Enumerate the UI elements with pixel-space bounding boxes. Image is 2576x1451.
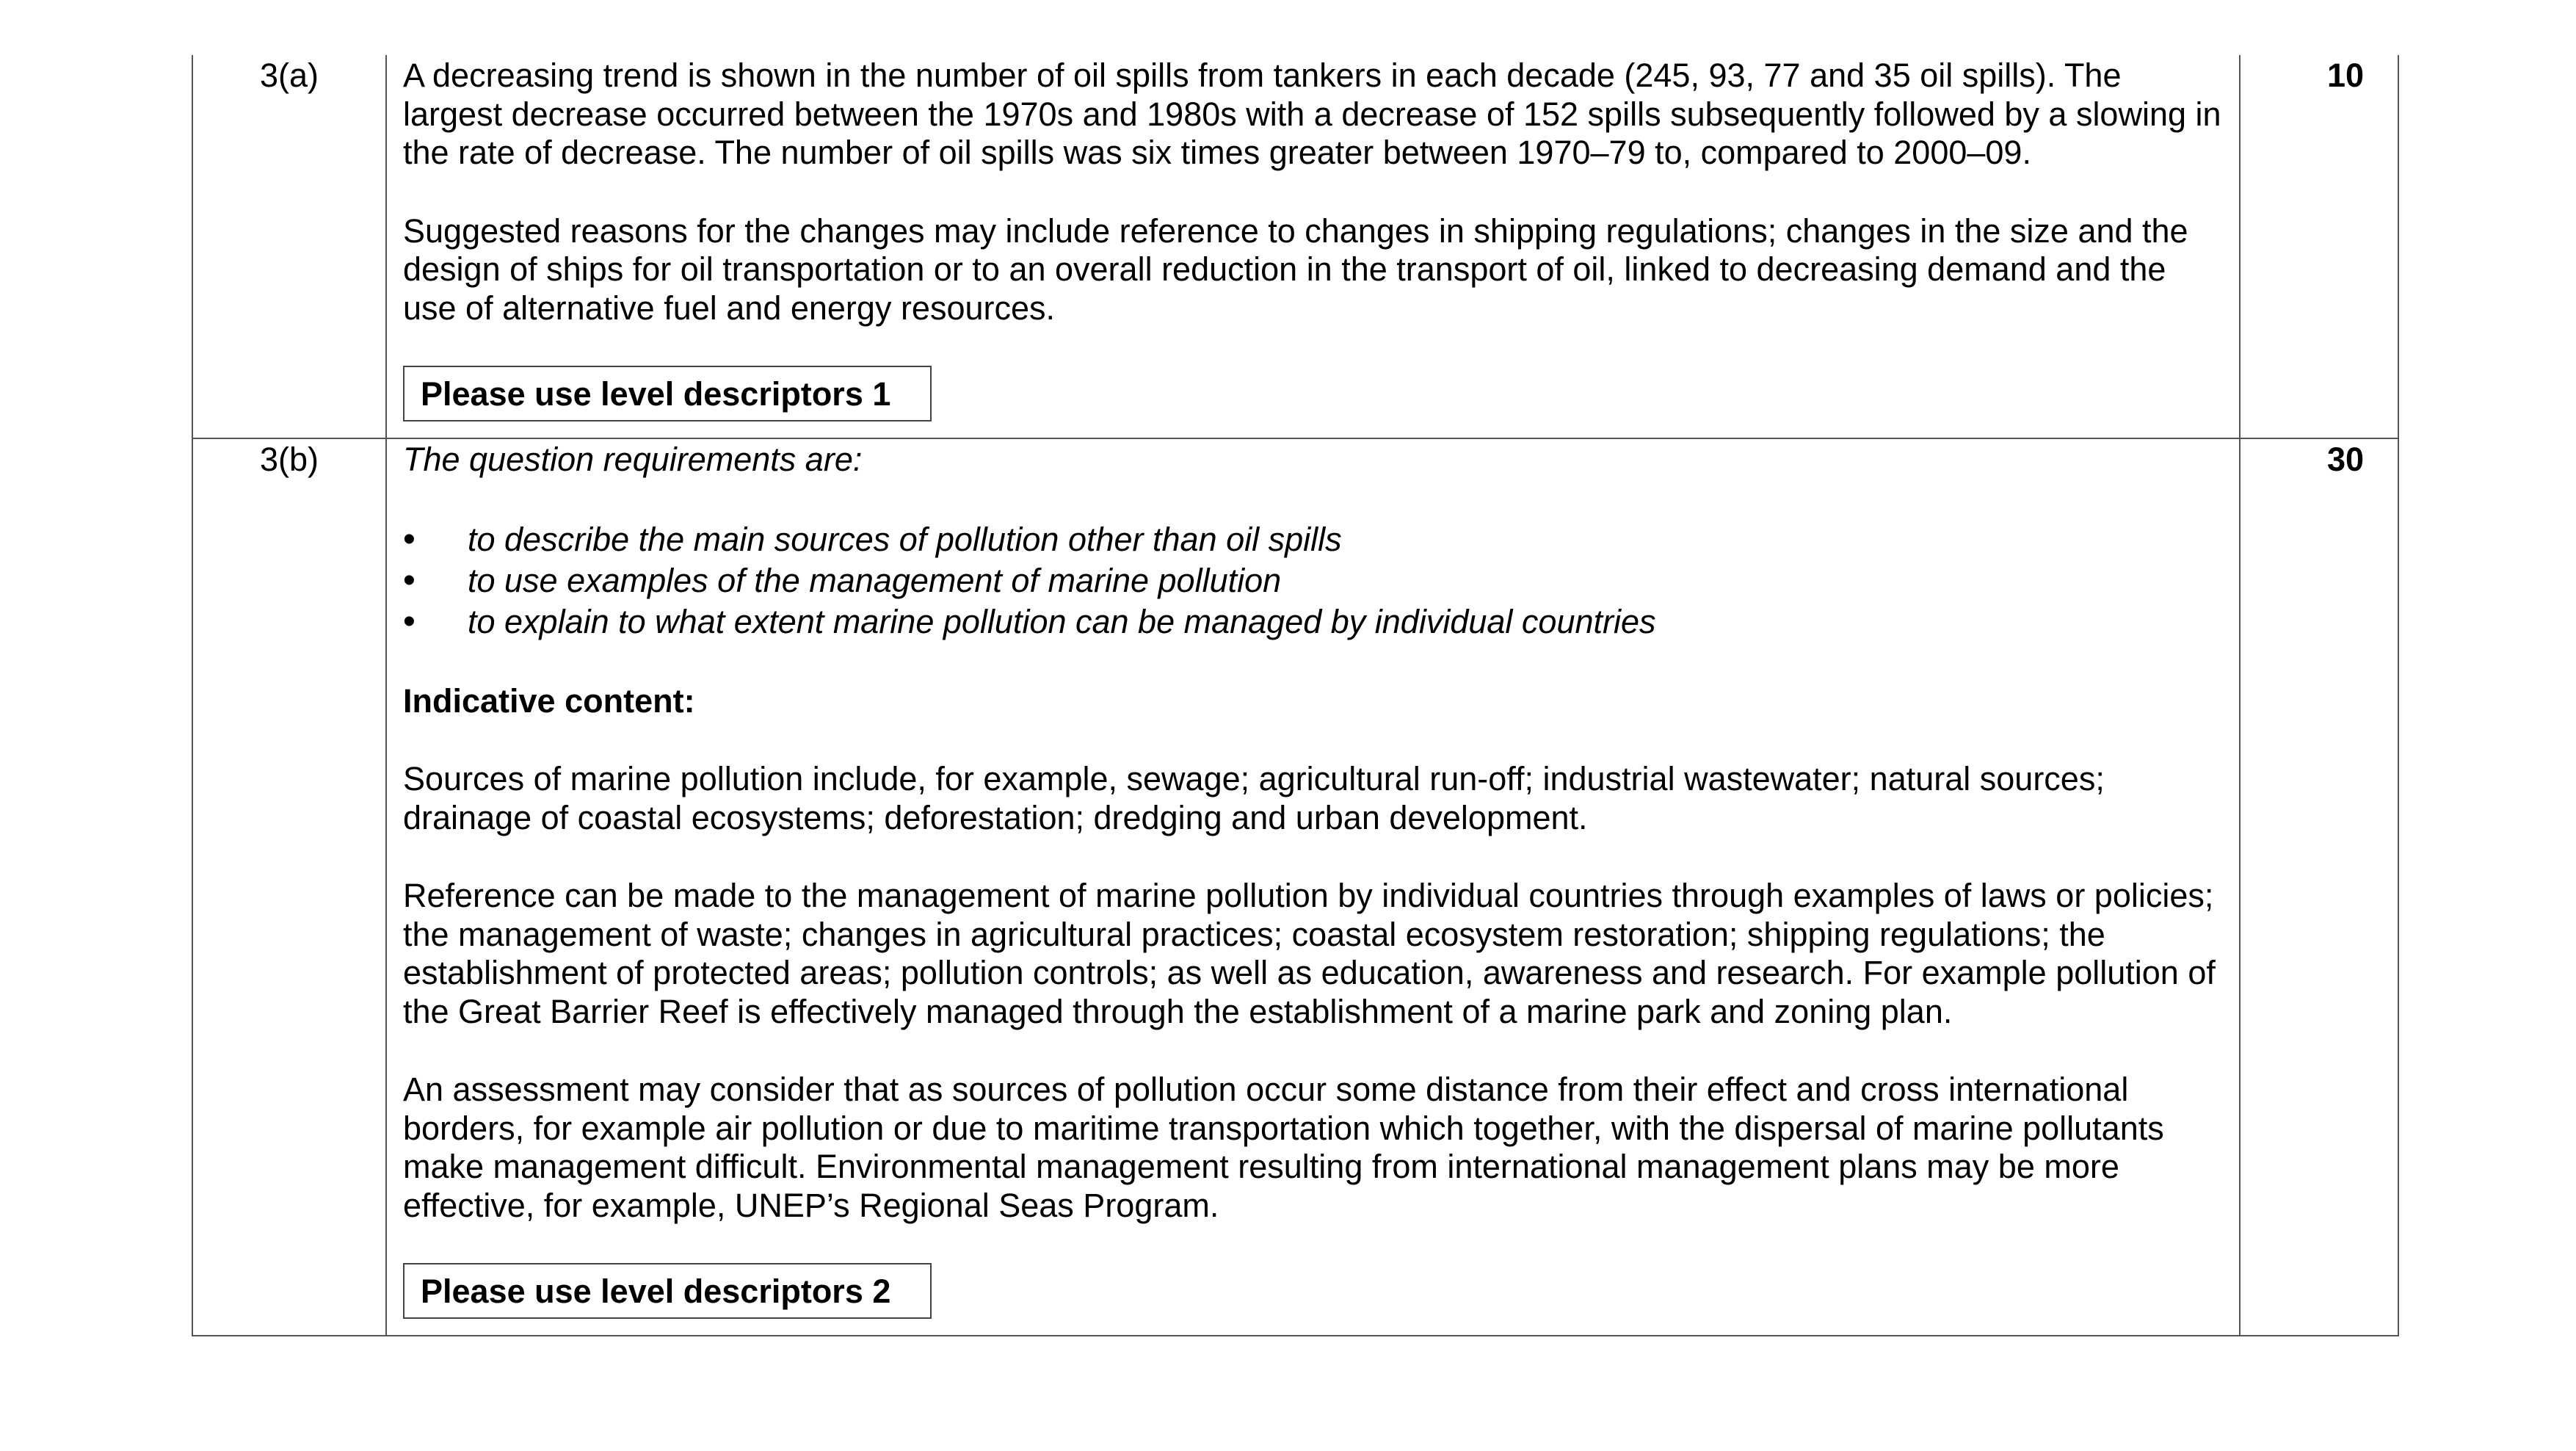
list-item: • to explain to what extent marine pollution can be managed by individual countries bbox=[403, 601, 2224, 643]
list-item: • to use examples of the management of marine pollution bbox=[403, 560, 2224, 601]
answer-cell bbox=[387, 55, 2241, 438]
level-descriptors-box: Please use level descriptors 2 bbox=[403, 1263, 932, 1319]
table-row-3b bbox=[193, 438, 2398, 1335]
marks-value: 30 bbox=[2326, 441, 2364, 478]
requirements-list bbox=[403, 519, 2224, 643]
question-number: 3(a) bbox=[193, 55, 387, 438]
question-number: 3(b) bbox=[193, 439, 387, 1335]
level-descriptors-box: Please use level descriptors 1 bbox=[403, 366, 932, 421]
answer-paragraph: Suggested reasons for the changes may include reference to changes in shipping regulations; changes in the size and the design of ships for oil transportation or to an overall reduction in the transport of oil, linked to decreasing demand and the use of alternative fuel and energy resources. bbox=[403, 211, 2188, 327]
requirements-intro: The question requirements are: bbox=[403, 441, 863, 478]
indicative-content-heading: Indicative content: bbox=[403, 681, 695, 720]
mark-scheme-table bbox=[192, 55, 2399, 1336]
answer-paragraph: Reference can be made to the management of marine pollution by individual countries through examples of laws or policies; the management of waste; changes in agricultural practices; coastal ecosystem restoration; shipping regulations; the establishment of protected areas; pollution controls; as well as education, awareness and research. For example pollution of the Great Barrier Reef is effectively managed through the establishment of a marine park and zoning plan. bbox=[403, 877, 2216, 1030]
list-item: • to describe the main sources of pollution other than oil spills bbox=[403, 519, 2224, 560]
answer-paragraph: Sources of marine pollution include, for example, sewage; agricultural run-off; industrial wastewater; natural sources; drainage of coastal ecosystems; deforestation; dredging and urban development. bbox=[403, 760, 2105, 836]
answer-paragraph: An assessment may consider that as sources of pollution occur some distance from their effect and cross international borders, for example air pollution or due to maritime transportation which together, with the dispersal of marine pollutants make management difficult. Environmental management resulting from international management plans may be more effective, for example, UNEP’s Regional Seas Program. bbox=[403, 1071, 2164, 1224]
answer-cell bbox=[387, 439, 2241, 1335]
table-row-3a bbox=[193, 55, 2398, 438]
answer-paragraph: A decreasing trend is shown in the number of oil spills from tankers in each decade (245, 93, 77 and 35 oil spills). The largest decrease occurred between the 1970s and 1980s with a decrease of 152 spills subsequently followed by a slowing in the rate of decrease. The number of oil spills was six times greater between 1970–79 to, compared to 2000–09. bbox=[403, 57, 2221, 171]
marks-value: 10 bbox=[2326, 57, 2364, 94]
